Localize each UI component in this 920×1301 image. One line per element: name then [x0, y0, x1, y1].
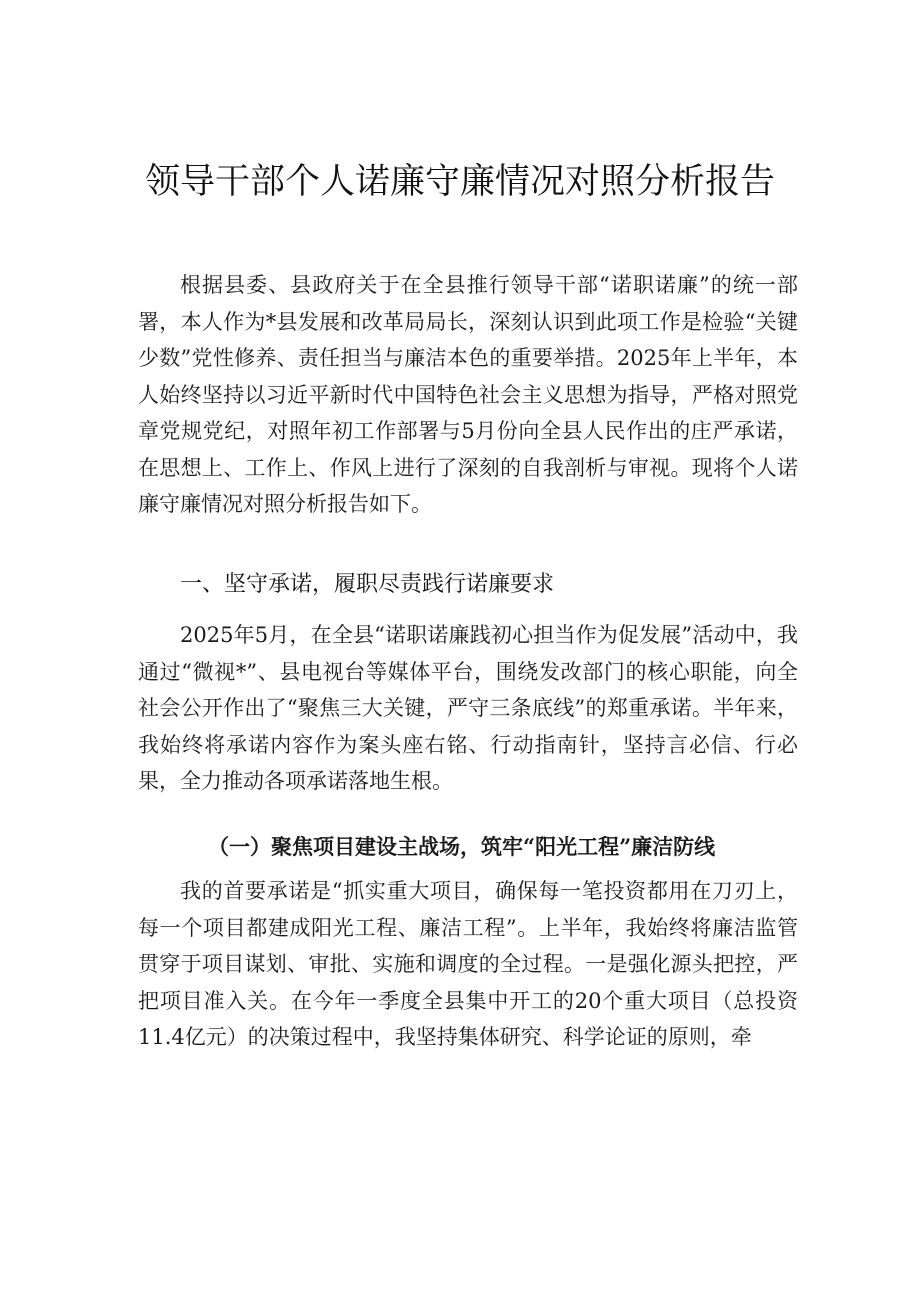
section-heading-1: 一、坚守承诺，履职尽责践行诺廉要求: [180, 572, 555, 597]
document-title: 领导干部个人诺廉守廉情况对照分析报告: [144, 162, 775, 202]
intro-paragraph: 根据县委、县政府关于在全县推行领导干部“诺职诺廉”的统一部署，本人作为*县发展和改革局局长，深刻认识到此项工作是检验“关键少数”党性修养、责任担当与廉洁本色的重要举措。2025年上半年，本人始终坚持以习近平新时代中国特色社会主义思想为指导，严格对照党章党规党纪，对照年初工作部署与5月份向全县人民作出的庄严承诺，在思想上、工作上、作风上进行了深刻的自我剖析与审视。现将个人诺廉守廉情况对照分析报告如下。: [138, 273, 798, 516]
subsection-heading-1: （一）聚焦项目建设主战场，筑牢“阳光工程”廉洁防线: [208, 834, 716, 859]
section-1-paragraph: 2025年5月，在全县“诺职诺廉践初心担当作为促发展”活动中，我通过“微视*”、县电视台等媒体平台，围绕发改部门的核心职能，向全社会公开作出了“聚焦三大关键，严守三条底线”的郑重承诺。半年来，我始终将承诺内容作为案头座右铭、行动指南针，坚持言必信、行必果，全力推动各项承诺落地生根。: [138, 623, 798, 793]
subsection-1-paragraph: 我的首要承诺是“抓实重大项目，确保每一笔投资都用在刀刃上，每一个项目都建成阳光工程、廉洁工程”。上半年，我始终将廉洁监管贯穿于项目谋划、审批、实施和调度的全过程。一是强化源头把控，严把项目准入关。在今年一季度全县集中开工的20个重大项目（总投资11.4亿元）的决策过程中，我坚持集体研究、科学论证的原则，牵: [138, 879, 798, 1049]
